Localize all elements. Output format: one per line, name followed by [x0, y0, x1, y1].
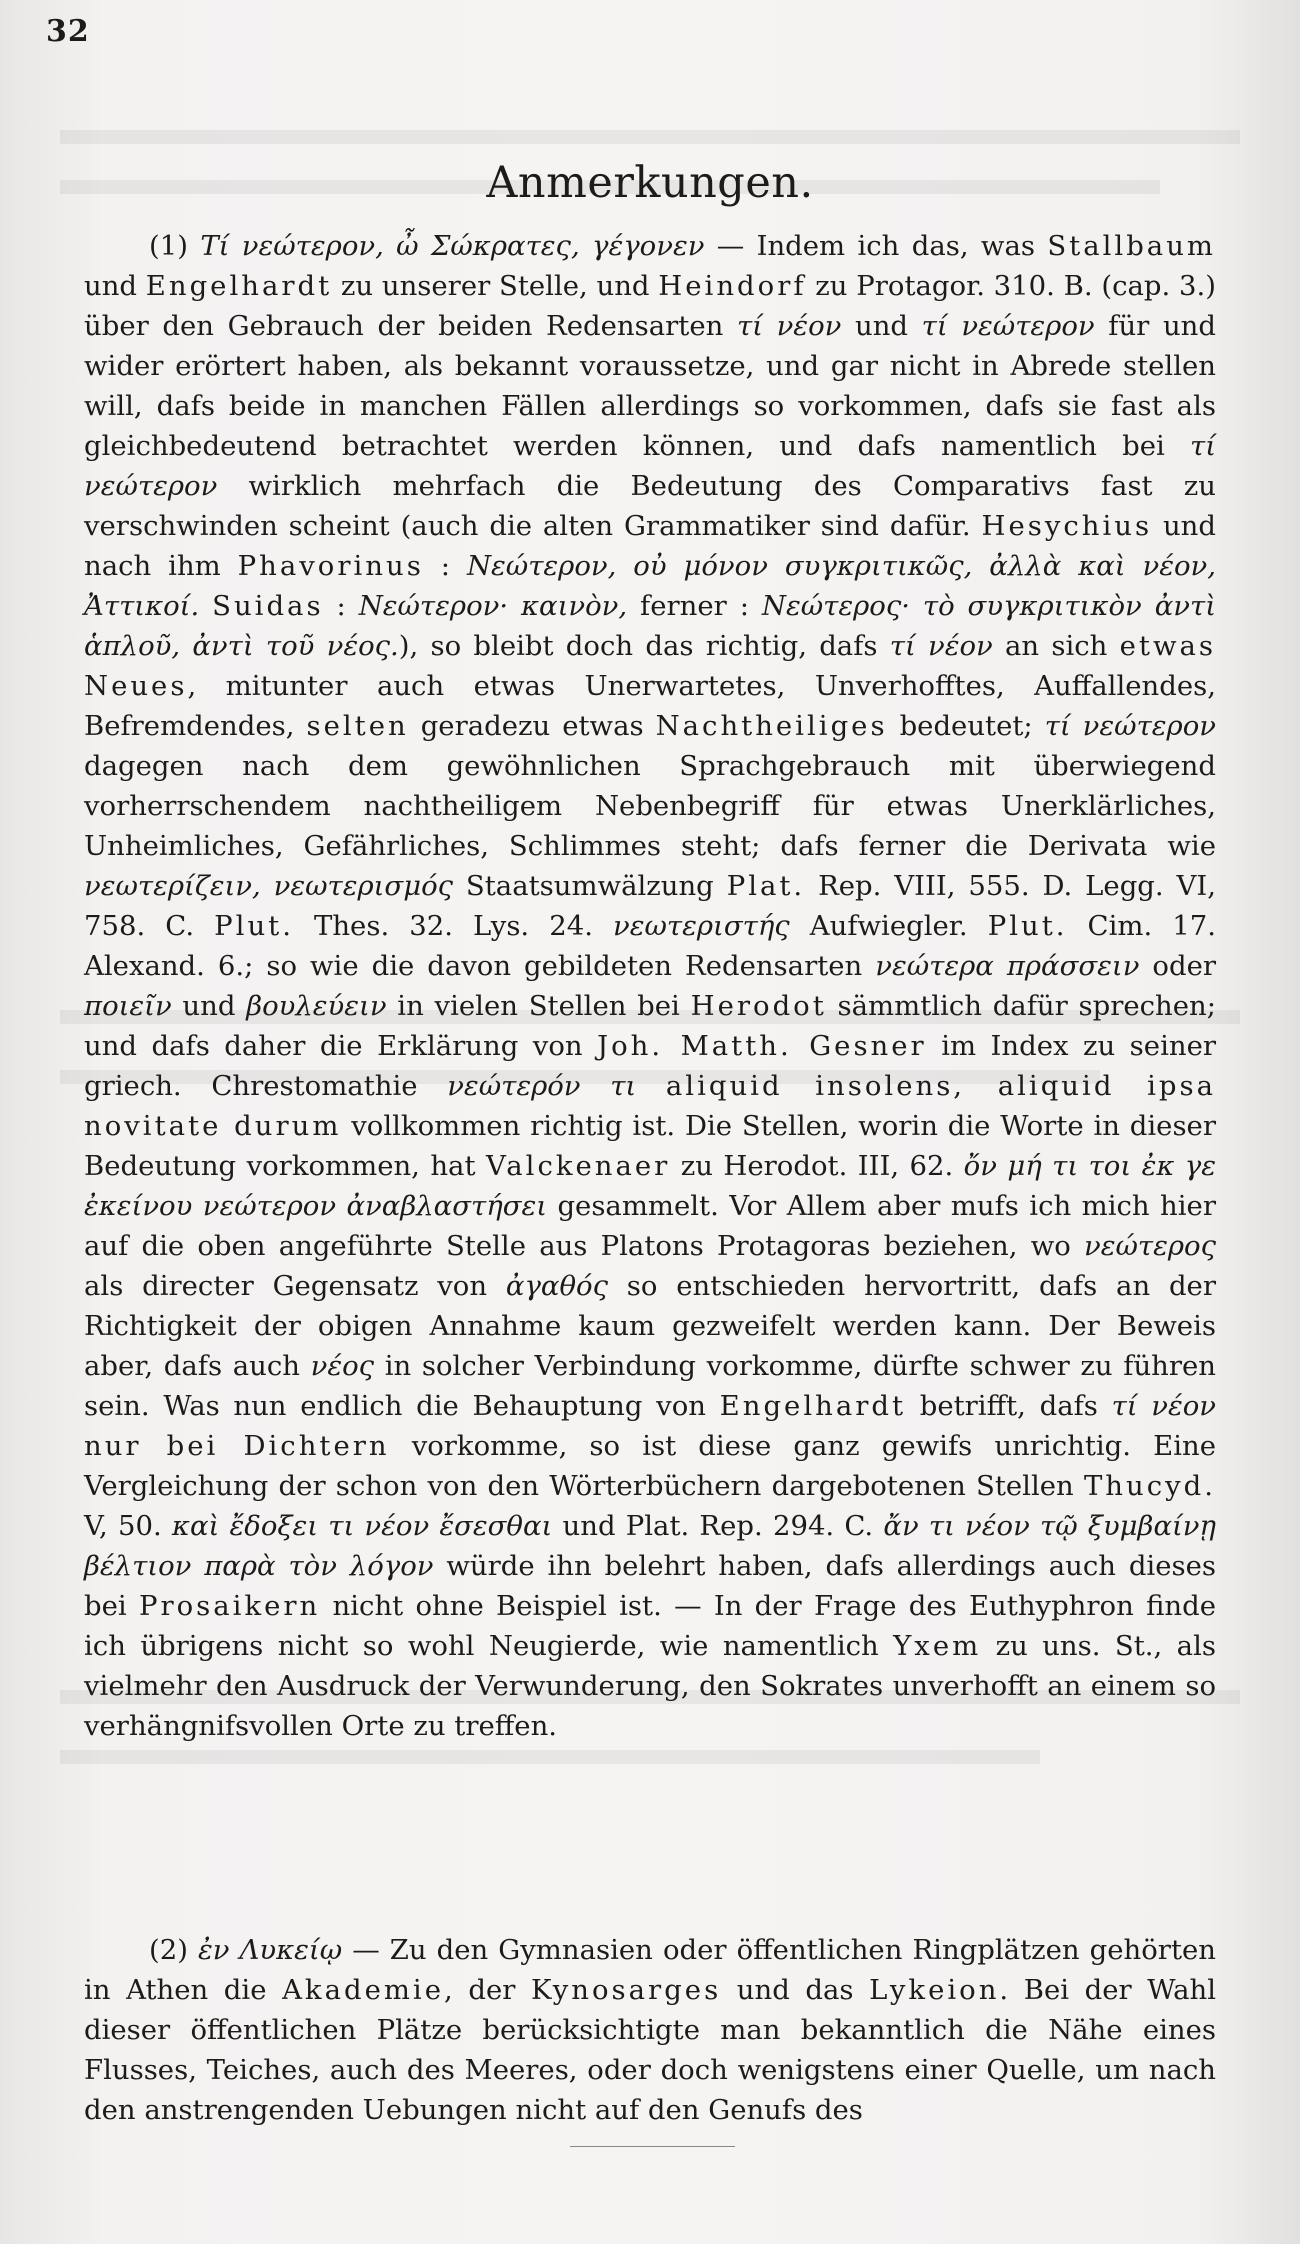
note-text: und [841, 310, 922, 342]
note-text: im Index zu seiner griech. Chrestomathie [84, 1030, 1216, 1102]
note-text: Rep. VIII, 555. D. Legg. VI, 758. C. [84, 870, 1216, 942]
greek-quote: Νεώτερος· τὸ συγκριτικὸν ἀντὶ ἁπλοῦ, ἀντὶ τοῦ νέος. [84, 590, 1216, 662]
note-text: in solcher Verbindung vorkomme, dürfte schwer zu führen sein. Was nun endlich die Behauptung von [84, 1350, 1217, 1422]
note-text: gesammelt. Vor Allem aber mufs ich mich hier auf die oben angeführte Stelle aus Platons Protagoras beziehen, wo [84, 1190, 1216, 1262]
greek-phrase: νεώτερος [1084, 1230, 1216, 1262]
author-name: Phavorinus [237, 550, 424, 582]
author-name: Engelhardt [145, 270, 333, 302]
greek-phrase: νεωτεριστής [613, 910, 790, 942]
section-heading: Anmerkungen. [486, 158, 814, 208]
greek-phrase: τί νέον [889, 630, 993, 662]
note-text: bedeutet; [887, 710, 1045, 742]
greek-quote: Νεώτερον, οὐ μόνον συγκριτικῶς, ἀλλὰ καὶ νέον, Ἀττικοί. [84, 550, 1216, 622]
note-text: vorkomme, so ist diese ganz gewifs unrichtig. Eine Vergleichung der schon von den Wörterbüchern dargebotenen Stellen [84, 1430, 1216, 1502]
greek-phrase: τί νέον [736, 310, 842, 342]
author-name: Plat. [726, 870, 806, 902]
author-name: Plut. [987, 910, 1068, 942]
note-text: , mitunter auch etwas Unerwartetes, Unverhofftes, Auffallendes, Befremdendes, [84, 670, 1216, 742]
note-text: — Indem ich das, was [704, 230, 1048, 262]
note-text: für und wider erörtert haben, als bekannt voraussetze, und gar nicht in Abrede stellen will, dafs beide in manchen Fällen allerdings so vorkommen, dafs sie fast als gleichbedeutend betrachtet werden können, und dafs namentlich bei [84, 310, 1216, 462]
greek-phrase: ἀγαθός [505, 1270, 608, 1302]
note-text: Thes. 32. Lys. 24. [293, 910, 614, 942]
greek-phrase: νέος [310, 1350, 375, 1382]
greek-quote: ὄν μή τι τοι ἐκ γε ἐκείνου νεώτερον ἀναβλαστήσει [84, 1150, 1216, 1222]
note-text: V, 50. [84, 1510, 172, 1542]
author-name: Hesychius [981, 510, 1153, 542]
greek-phrase: νεωτερίζειν, νεωτερισμός [84, 870, 454, 902]
author-name: Suidas [212, 590, 324, 622]
note-text [199, 590, 212, 622]
note-text: ), so bleibt doch das richtig, dafs [398, 630, 890, 662]
note-text: dagegen nach dem gewöhnlichen Sprachgebrauch mit überwiegend vorherrschendem nachtheiligem Nebenbegriff für etwas Unerklärliches, Unheimliches, Gefährliches, Schlimmes steht; dafs ferner die Derivata wie [84, 750, 1216, 862]
note-text: — Zu den Gymnasien oder öffentlichen Ringplätzen gehörten in Athen die [84, 1934, 1216, 2006]
greek-lemma: ἐν Λυκείῳ [198, 1934, 343, 1966]
emphasis: Prosaikern [138, 1590, 321, 1622]
note-text: Staatsumwälzung [453, 870, 727, 902]
note-number: (1) [149, 230, 201, 262]
author-name: Herodot [690, 990, 827, 1022]
author-name: Yxem [893, 1630, 982, 1662]
note-text: , der [444, 1974, 531, 2006]
note-text: Cim. 17. Alexand. 6.; so wie die davon gebildeten Redensarten [84, 910, 1216, 982]
note-text: nicht ohne Beispiel ist. — In der Frage des Euthyphron finde ich übrigens nicht so wohl Neugierde, wie namentlich [84, 1590, 1216, 1662]
greek-phrase: νεώτερόν τι [447, 1070, 637, 1102]
author-name: Plut. [214, 910, 294, 942]
greek-lemma: Τί νεώτερον, ὦ Σώκρατες, γέγονεν [200, 230, 705, 262]
note-text: Aufwiegler. [789, 910, 988, 942]
note-text: sämmtlich dafür sprechen; und dafs daher die Erklärung von [84, 990, 1216, 1062]
note-text: geradezu etwas [408, 710, 656, 742]
note-text: oder [1139, 950, 1216, 982]
note-text: und nach ihm [84, 510, 1216, 582]
emphasis: selten [306, 710, 409, 742]
note-text: und [171, 990, 247, 1022]
author-name: Heindorf [658, 270, 807, 302]
author-name: Engelhardt [719, 1390, 907, 1422]
note-text [636, 1070, 666, 1102]
note-text: vollkommen richtig ist. Die Stellen, worin die Worte in dieser Bedeutung vorkommen, hat [84, 1110, 1216, 1182]
note-text: zu Protagor. 310. B. (cap. 3.) über den Gebrauch der beiden Redensarten [84, 270, 1216, 342]
note-text: und das [721, 1974, 870, 2006]
note-text: an sich [992, 630, 1120, 662]
note-text: zu unserer Stelle, und [332, 270, 659, 302]
note-text: ferner : [627, 590, 762, 622]
note-text: . Bei der Wahl dieser öffentlichen Plätze berücksichtigte man bekanntlich die Nähe eines Flusses, Teiches, auch des Meeres, oder doch wenigstens einer Quelle, um nach den anstrengenden Uebungen nicht auf den Genufs des [84, 1974, 1216, 2126]
page-number: 32 [46, 14, 90, 49]
note-text: zu uns. St., als vielmehr den Ausdruck der Verwunderung, den Sokrates unverhofft an einem so verhängnifsvollen Orte zu treffen. [84, 1630, 1216, 1742]
place-name: Akademie [282, 1974, 445, 2006]
emphasis: etwas Neues [84, 630, 1216, 702]
emphasis: Nachtheiliges [655, 710, 888, 742]
note-text: und Plat. Rep. 294. C. [552, 1510, 884, 1542]
note-text: : [323, 590, 359, 622]
author-name: Stallbaum [1047, 230, 1216, 262]
greek-quote: καὶ ἔδοξει τι νέον ἔσεσθαι [171, 1510, 553, 1542]
note-text: betrifft, dafs [906, 1390, 1112, 1422]
greek-phrase: τί νέον [1111, 1390, 1216, 1422]
note-text: wirklich mehrfach die Bedeutung des Comparativs fast zu verschwinden scheint (auch die alten Grammatiker sind dafür. [84, 470, 1216, 542]
author-name: Joh. Matth. Gesner [597, 1030, 927, 1062]
author-name: Thucyd. [1083, 1470, 1216, 1502]
greek-phrase: τί νεώτερον [84, 430, 1216, 502]
note-text: zu Herodot. III, 62. [670, 1150, 964, 1182]
footnote-1 [84, 226, 1216, 1746]
place-name: Kynosarges [530, 1974, 722, 2006]
greek-quote: ἄν τι νέον τῷ ξυμβαίνῃ βέλτιον παρὰ τὸν λόγον [84, 1510, 1216, 1582]
greek-phrase: τί νεώτερον [1044, 710, 1216, 742]
greek-phrase: νεώτερα πράσσειν [875, 950, 1140, 982]
note-text: so entschieden hervortritt, dafs an der Richtigkeit der obigen Annahme kaum gezweifelt werden kann. Der Beweis aber, dafs auch [84, 1270, 1216, 1382]
note-number: (2) [149, 1934, 199, 1966]
author-name: Valckenaer [485, 1150, 671, 1182]
note-text: und [84, 270, 146, 302]
greek-phrase: ποιεῖν [84, 990, 172, 1022]
note-text: in vielen Stellen bei [386, 990, 691, 1022]
latin-gloss: aliquid insolens, aliquid ipsa novitate durum [84, 1070, 1216, 1142]
footnote-2 [84, 1930, 1216, 2130]
greek-phrase: τί νεώτερον [921, 310, 1095, 342]
greek-quote: Νεώτερον· καινὸν, [358, 590, 628, 622]
footer-rule [570, 2146, 735, 2147]
place-name: Lykeion [869, 1974, 1000, 2006]
note-text: würde ihn belehrt haben, dafs allerdings auch dieses bei [84, 1550, 1216, 1622]
emphasis: nur bei Dichtern [84, 1430, 390, 1462]
greek-phrase: βουλεύειν [246, 990, 387, 1022]
note-text: : [423, 550, 467, 582]
note-text: als directer Gegensatz von [84, 1270, 506, 1302]
